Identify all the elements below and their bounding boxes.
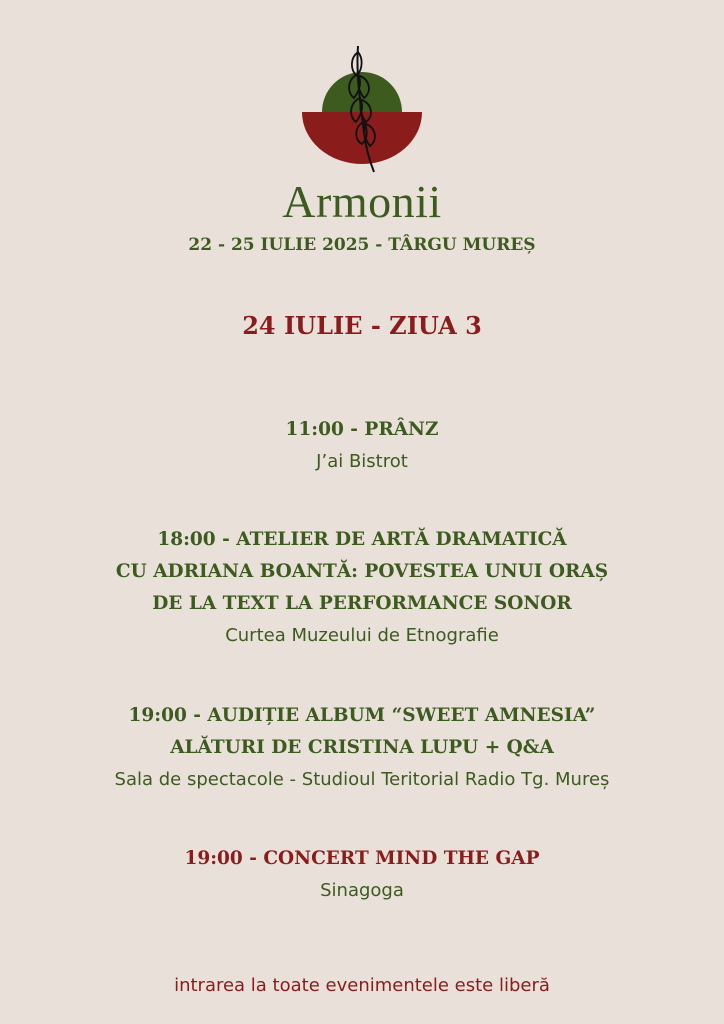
event-item [0,843,724,907]
festival-title: Armonii [282,176,442,227]
event-location: J’ai Bistrot [316,451,408,472]
event-title-line: CU ADRIANA BOANTĂ: POVESTEA UNUI ORAȘ [115,561,609,582]
event-title [0,843,724,875]
event-location: Sinagoga [320,880,404,901]
festival-dates-location: 22 - 25 IULIE 2025 - TÂRGU MUREȘ [188,235,536,255]
wheat-sprig-logo-icon [300,42,424,176]
event-title [0,524,724,620]
event-title-line: DE LA TEXT LA PERFORMANCE SONOR [152,593,572,614]
event-title-line: ALĂTURI DE CRISTINA LUPU + Q&A [170,737,554,758]
day-heading: 24 IULIE - ZIUA 3 [242,311,482,340]
event-title-line: 11:00 - PRÂNZ [285,419,439,440]
event-item [0,414,724,478]
event-location: Curtea Muzeului de Etnografie [225,625,499,646]
event-title [0,700,724,764]
event-item [0,700,724,796]
free-entry-note: intrarea la toate evenimentele este liberă [174,975,550,996]
event-title [0,414,724,446]
event-location: Sala de spectacole - Studioul Teritorial Radio Tg. Mureș [114,769,610,790]
event-item [0,524,724,652]
event-title-line: 19:00 - AUDIȚIE ALBUM “SWEET AMNESIA” [128,705,596,726]
event-title-line: 19:00 - CONCERT MIND THE GAP [184,848,540,869]
event-title-line: 18:00 - ATELIER DE ARTĂ DRAMATICĂ [157,529,567,550]
